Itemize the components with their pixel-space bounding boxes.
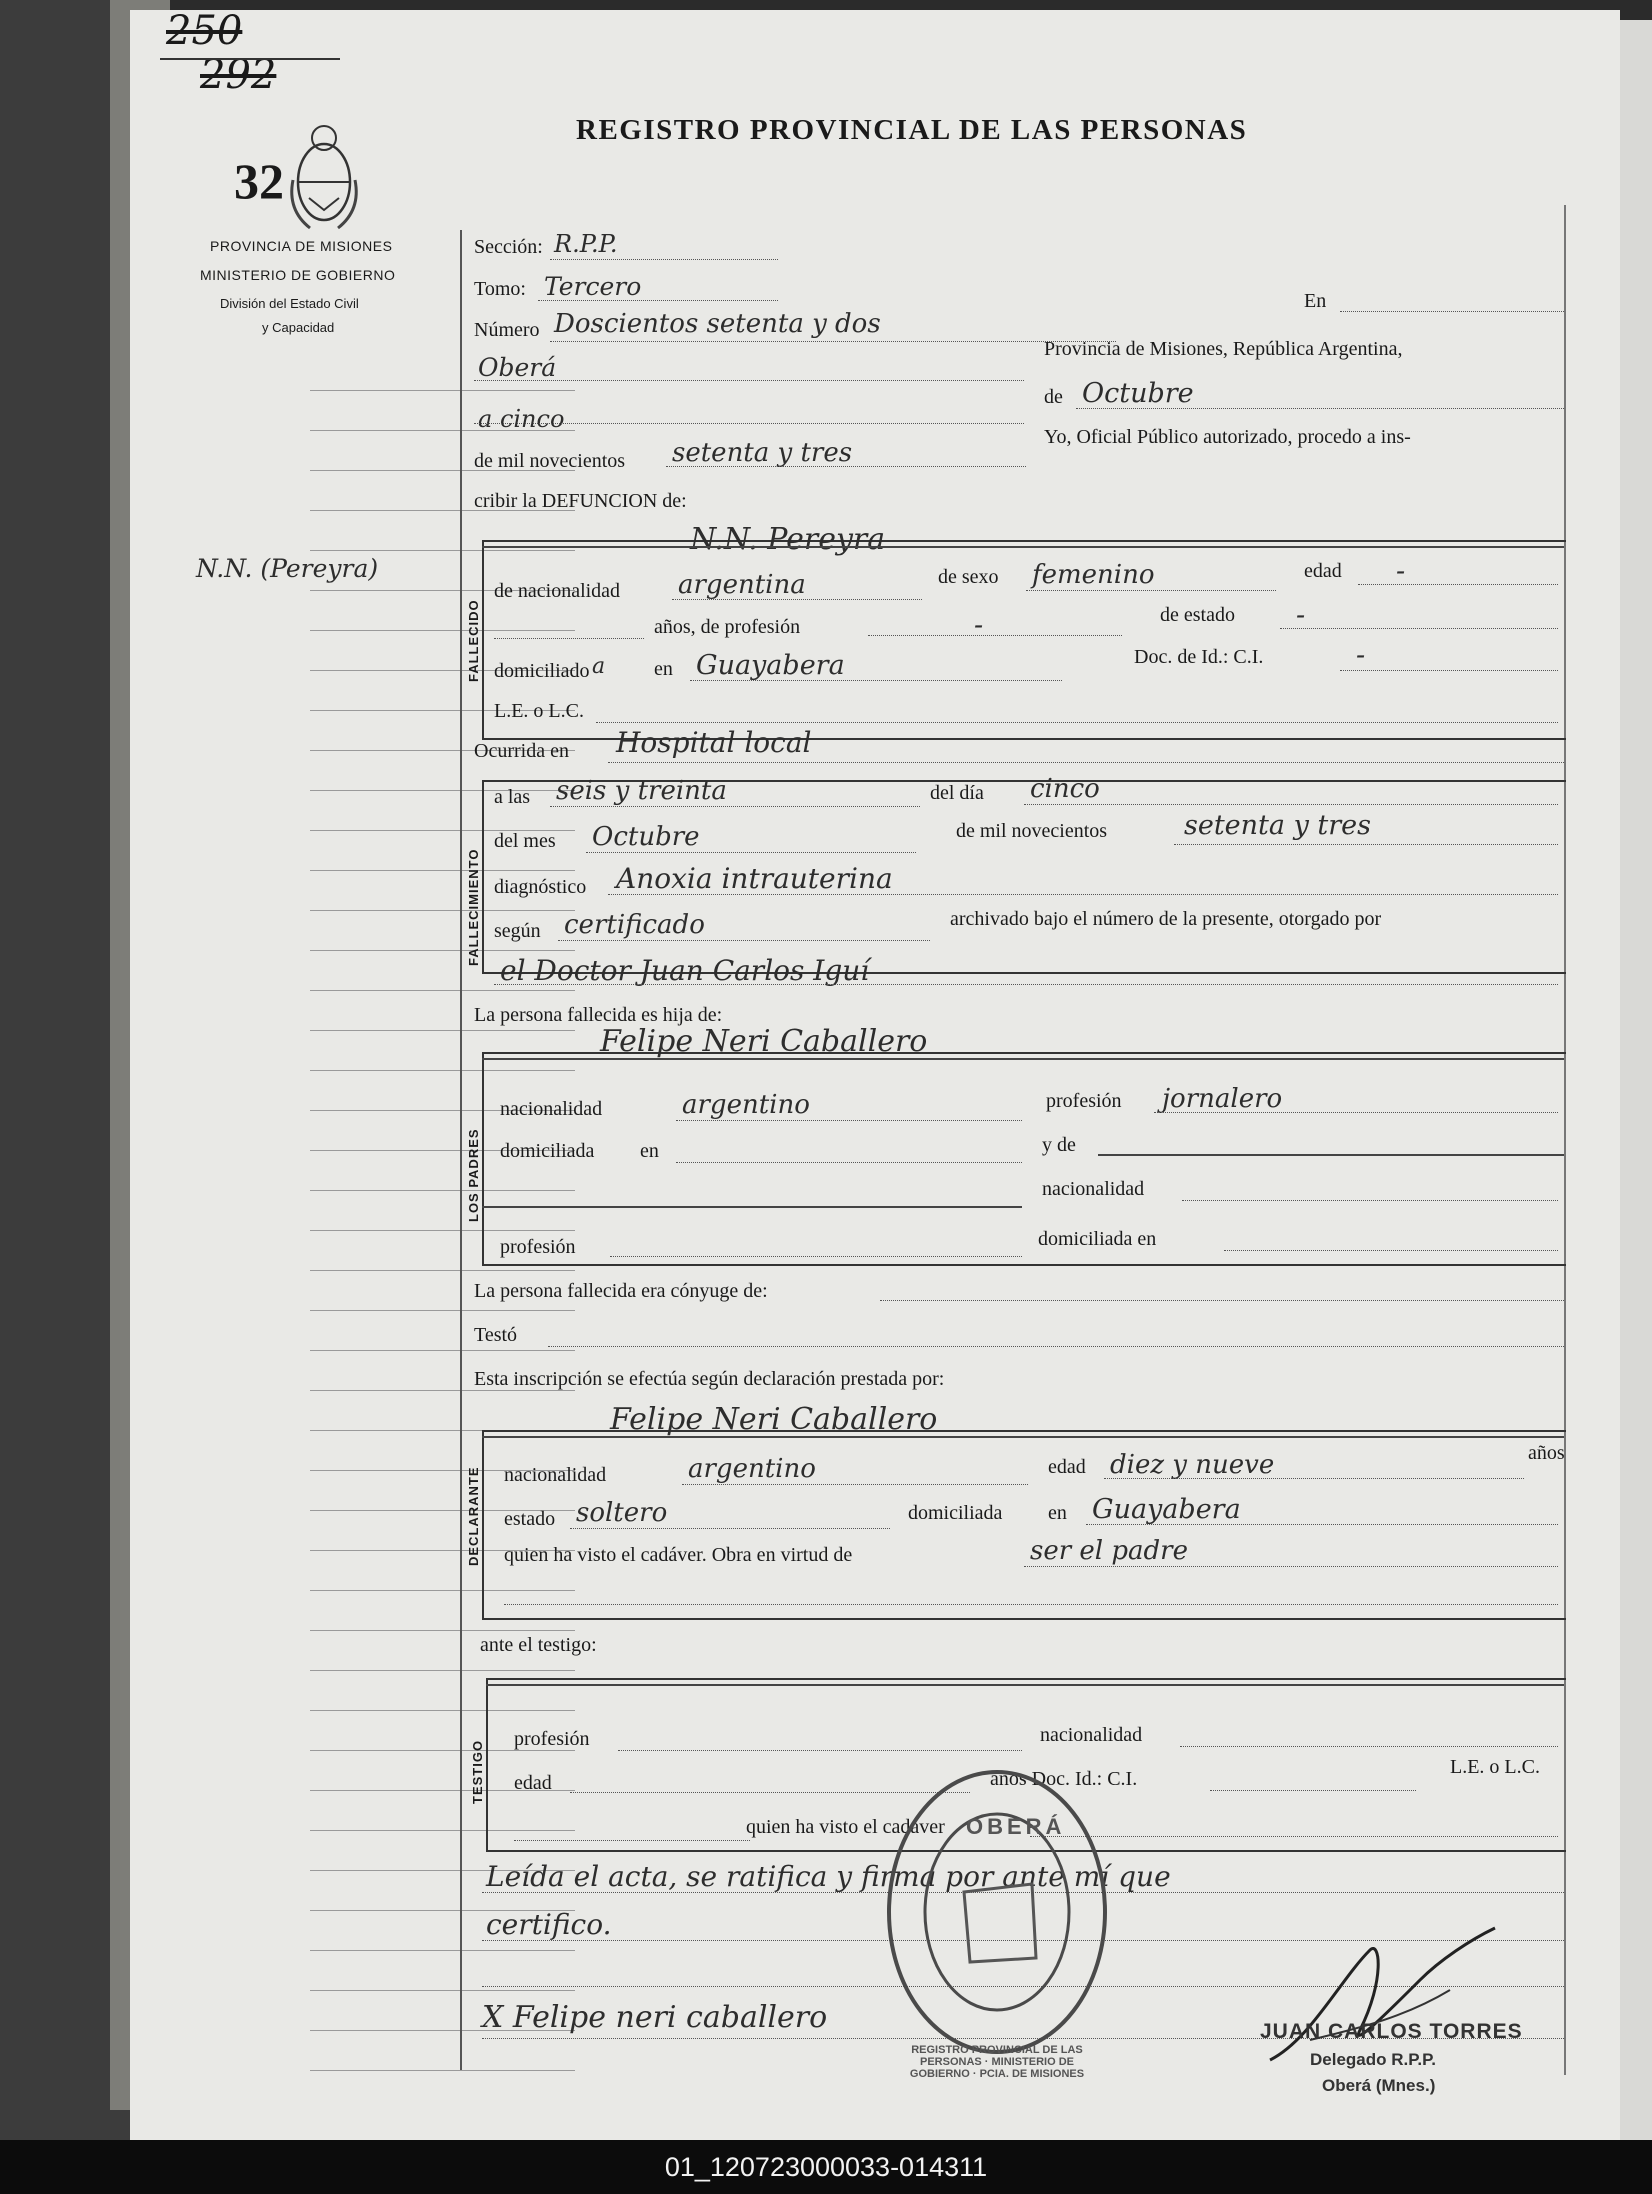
p-profesion-line [1154, 1112, 1558, 1113]
doctor-line [494, 984, 1558, 985]
p-en-label: en [640, 1140, 659, 1162]
cadaver-line [1024, 1566, 1558, 1567]
tomo-value: Tercero [544, 272, 642, 301]
margin-rule [310, 1310, 575, 1311]
doctor-value: el Doctor Juan Carlos Iguí [500, 954, 870, 987]
fallecimiento-label: FALLECIMIENTO [466, 848, 481, 966]
place-line [474, 380, 1024, 381]
en-line [1340, 311, 1564, 312]
p-nacionalidad-value: argentino [682, 1090, 810, 1120]
d-nacionalidad-value: argentino [688, 1454, 816, 1484]
register-page [130, 10, 1620, 2140]
doc-value: - [1356, 640, 1366, 671]
deceased-name-line [482, 546, 1564, 548]
padres-divider [482, 1206, 1022, 1208]
margin-rule [310, 1670, 575, 1671]
official-signature [1250, 1920, 1500, 2070]
en-word: en [654, 658, 673, 680]
testo-label: Testó [474, 1324, 518, 1346]
d-domicilio-line [1086, 1524, 1558, 1525]
oficial-text: Yo, Oficial Público autorizado, procedo a ins- [1044, 426, 1411, 448]
conyuge-line [880, 1300, 1564, 1301]
nacionalidad-label: de nacionalidad [494, 580, 621, 602]
ocurrida-value: Hospital local [616, 726, 812, 759]
declarante-label: DECLARANTE [466, 1466, 481, 1566]
form-frame-line [460, 230, 462, 2070]
diagnostico-label: diagnóstico [494, 876, 587, 898]
t-nacionalidad-label: nacionalidad [1040, 1724, 1143, 1746]
ocurrida-line [608, 762, 1564, 763]
hija-label: La persona fallecida es hija de: [474, 1004, 723, 1026]
ministry-line-1: PROVINCIA DE MISIONES [210, 238, 393, 254]
dia-line [1024, 804, 1558, 805]
stamp-center-text: OBERÁ [966, 1814, 1066, 1839]
page-number: 292 [200, 52, 277, 98]
en-label: En [1304, 290, 1327, 312]
scan-id-footer: 01_120723000033-014311 [0, 2140, 1652, 2194]
document-title: REGISTRO PROVINCIAL DE LAS PERSONAS [576, 114, 1248, 146]
numero-line [550, 341, 1116, 342]
numero-value: Doscientos setenta y dos [554, 309, 881, 339]
padre-name-line [482, 1058, 1564, 1060]
m-nacionalidad-line [1182, 1200, 1558, 1201]
d-estado-label: estado [504, 1508, 556, 1530]
d-en-label: en [1048, 1502, 1067, 1524]
testigo-label: ante el testigo: [480, 1634, 597, 1656]
de-label: de [1044, 386, 1063, 408]
p-nacionalidad-line [676, 1120, 1022, 1121]
deceased-name: N.N. Pereyra [690, 522, 886, 557]
tomo-line [538, 300, 778, 301]
anio-value: setenta y tres [1184, 810, 1372, 841]
estado-line [1280, 628, 1558, 629]
margin-rule [310, 1950, 575, 1951]
cadaver-value: ser el padre [1030, 1536, 1188, 1566]
inscribir-text: cribir la DEFUNCION de: [474, 490, 687, 512]
t-profesion-label: profesión [514, 1728, 590, 1750]
official-title: Delegado R.P.P. [1310, 2050, 1436, 2069]
doc-label: Doc. de Id.: C.I. [1134, 646, 1264, 668]
place-value: Oberá [478, 353, 557, 382]
p-domicilio-line [676, 1162, 1022, 1163]
anos-line [494, 638, 644, 639]
seccion-value: R.P.P. [554, 230, 618, 258]
fallecido-label: FALLECIDO [466, 599, 481, 682]
nacionalidad-line [672, 599, 922, 600]
margin-rule [310, 990, 575, 991]
year-value: setenta y tres [672, 438, 853, 468]
domicilio-label: domiciliado [494, 660, 590, 682]
hora-line [550, 806, 920, 807]
old-page-number: 250 [166, 8, 243, 54]
diagnostico-line [608, 894, 1558, 895]
t-le-label: L.E. o L.C. [1450, 1756, 1540, 1778]
declarante-name: Felipe Neri Caballero [610, 1402, 938, 1437]
closing-line-2: certifico. [486, 1908, 612, 1941]
d-domiciliada-label: domiciliada [908, 1502, 1003, 1524]
ocurrida-label: Ocurrida en [474, 740, 569, 762]
cadaver-text: quien ha visto el cadáver. Obra en virtud de [504, 1544, 853, 1566]
domicilio-line [690, 680, 1062, 681]
declarante-name-line [482, 1436, 1564, 1438]
hora-value: seis y treinta [556, 776, 727, 806]
day-value: a cinco [478, 405, 565, 433]
official-name: JUAN CARLOS TORRES [1260, 2020, 1523, 2043]
m-domiciliada-label: domiciliada en [1038, 1228, 1157, 1250]
archivado-text: archivado bajo el número de la presente, otorgado por [950, 908, 1382, 930]
m-profesion-line [610, 1256, 1022, 1257]
coat-of-arms-icon [285, 120, 363, 240]
testigo-section-label: TESTIGO [470, 1739, 485, 1804]
edad-value: - [1396, 556, 1406, 587]
p-nacionalidad-label: nacionalidad [500, 1098, 603, 1120]
sexo-line [1026, 590, 1276, 591]
m-profesion-label: profesión [500, 1236, 576, 1258]
conyuge-label: La persona fallecida era cónyuge de: [474, 1280, 768, 1302]
ministry-line-4: y Capacidad [262, 320, 335, 335]
year-prefix: de mil novecientos [474, 450, 626, 472]
segun-label: según [494, 920, 541, 942]
testo-line [548, 1346, 1564, 1347]
alas-label: a las [494, 786, 531, 808]
month-line [1076, 408, 1564, 409]
sexo-value: femenino [1032, 560, 1155, 590]
madre-name-line [1098, 1154, 1564, 1156]
t-anos-doc-label: años Doc. Id.: C.I. [990, 1768, 1138, 1790]
profesion-line [868, 635, 1122, 636]
padre-name: Felipe Neri Caballero [600, 1024, 928, 1059]
t-edad-label: edad [514, 1772, 552, 1794]
nacionalidad-value: argentina [678, 570, 806, 600]
del-dia-label: del día [930, 782, 984, 804]
yde-label: y de [1042, 1134, 1076, 1156]
margin-rule [310, 1990, 575, 1991]
padres-label: LOS PADRES [466, 1128, 481, 1222]
d-estado-value: soltero [576, 1498, 668, 1528]
anio-line [1174, 844, 1558, 845]
t-doc-line [1210, 1790, 1416, 1791]
closing-line-1: Leída el acta, se ratifica y firma por ante mí que [486, 1860, 1171, 1893]
t-nacionalidad-line [1180, 1746, 1558, 1747]
m-nacionalidad-label: nacionalidad [1042, 1178, 1145, 1200]
mes-value: Octubre [592, 822, 700, 852]
profesion-value: - [974, 610, 984, 641]
d-edad-value: diez y nueve [1110, 1450, 1275, 1480]
declarante-extra-line [504, 1604, 1558, 1605]
d-domicilio-value: Guayabera [1092, 1494, 1241, 1525]
stamp-ring-text: REGISTRO PROVINCIAL DE LAS PERSONAS · MINISTERIO DE GOBIERNO · PCIA. DE MISIONES [909, 2044, 1085, 2080]
registry-stamp [882, 1762, 1112, 2062]
page-number-divider [160, 58, 340, 60]
provincia-text: Provincia de Misiones, República Argentina, [1044, 338, 1403, 360]
doc-line [1340, 670, 1558, 671]
numero-label: Número [474, 319, 540, 341]
dia-value: cinco [1030, 774, 1100, 804]
diagnostico-value: Anoxia intrauterina [616, 862, 893, 895]
act-number: 32 [234, 153, 284, 209]
d-edad-label: edad [1048, 1456, 1086, 1478]
domicilio-suffix: a [592, 654, 606, 679]
seccion-line [550, 259, 778, 260]
month-value: Octubre [1082, 378, 1194, 409]
ministry-line-2: MINISTERIO DE GOBIERNO [200, 267, 396, 283]
d-nacionalidad-line [682, 1484, 1028, 1485]
sexo-label: de sexo [938, 566, 999, 588]
official-place: Oberá (Mnes.) [1322, 2076, 1436, 2095]
t-profesion-line [618, 1750, 1022, 1751]
mes-line [586, 852, 916, 853]
margin-rule [310, 2070, 575, 2071]
d-anos-label: años [1528, 1442, 1565, 1464]
seccion-label: Sección: [474, 236, 543, 258]
p-domiciliada-label: domiciliada [500, 1140, 595, 1162]
declarante-signature: X Felipe neri caballero [482, 2000, 828, 2035]
margin-rule [310, 1630, 575, 1631]
margin-rule [310, 1270, 575, 1271]
d-estado-line [570, 1528, 890, 1529]
declaracion-text: Esta inscripción se efectúa según declaración prestada por: [474, 1368, 945, 1390]
d-nacionalidad-label: nacionalidad [504, 1464, 607, 1486]
edad-line [1358, 584, 1558, 585]
p-profesion-label: profesión [1046, 1090, 1122, 1112]
segun-line [558, 940, 930, 941]
estado-value: - [1296, 600, 1306, 631]
year-line [666, 466, 1026, 467]
margin-rule [310, 1350, 575, 1351]
t-extra-line [514, 1840, 750, 1841]
day-line [474, 423, 1024, 424]
t-cadaver-text: quien ha visto el cadáver [746, 1816, 945, 1838]
m-domiciliada-line [1224, 1250, 1558, 1251]
anos-label: años, de profesión [654, 616, 801, 638]
p-profesion-value: jornalero [1162, 1084, 1283, 1114]
edad-label: edad [1304, 560, 1342, 582]
demil-label: de mil novecientos [956, 820, 1108, 842]
delmes-label: del mes [494, 830, 556, 852]
estado-label: de estado [1160, 604, 1235, 626]
le-line [596, 722, 1558, 723]
margin-rule [310, 1030, 575, 1031]
margin-rule [310, 390, 575, 391]
testigo-name-line [486, 1684, 1564, 1686]
le-label: L.E. o L.C. [494, 700, 584, 722]
segun-value: certificado [564, 910, 705, 940]
tomo-label: Tomo: [474, 278, 526, 300]
domicilio-value: Guayabera [696, 650, 845, 681]
d-edad-line [1104, 1478, 1524, 1479]
ministry-line-3: División del Estado Civil [220, 296, 359, 311]
margin-note: N.N. (Pereyra) [196, 554, 379, 583]
